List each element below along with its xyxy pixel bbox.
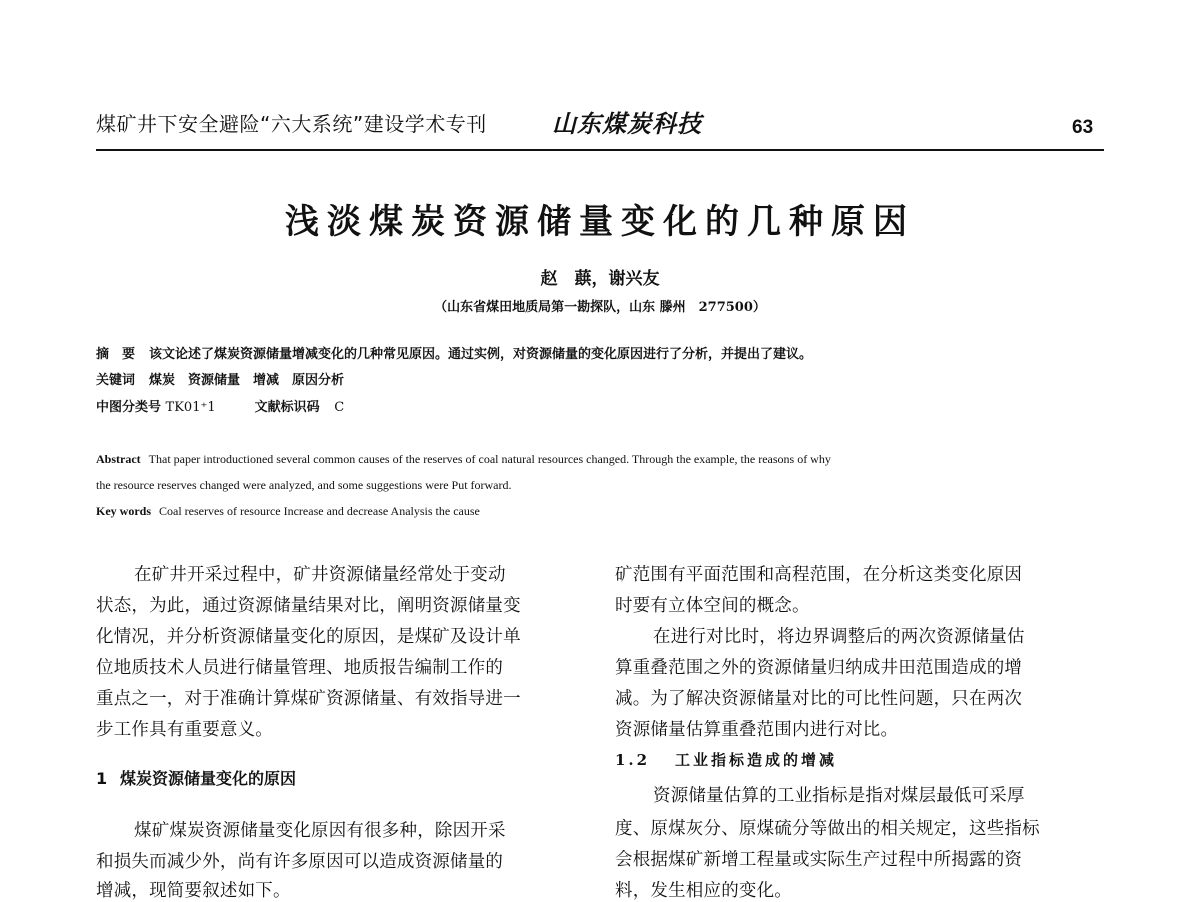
keywords-cn	[96, 369, 344, 388]
article-authors: 赵 蕻，谢兴友	[540, 269, 660, 289]
abstract-text: 该文论述了煤炭资源储量增减变化的几种常见原因。通过实例，对资源储量的变化原因进行了分析，并提出了建议。	[149, 347, 813, 362]
clc-label: 中图分类号	[96, 400, 162, 415]
journal-name: 山东煤炭科技	[552, 109, 702, 138]
right-para3-line: 度、原煤灰分、原煤硫分等做出的相关规定，这些指标	[615, 819, 1040, 839]
header-rule	[96, 149, 1104, 151]
keywords-en-text: Coal reserves of resource Increase and decrease Analysis the cause	[159, 504, 480, 518]
abstract-en-label: Abstract	[96, 452, 141, 466]
right-para2-line: 减。为了解决资源储量对比的可比性问题，只在两次	[615, 689, 1023, 709]
left-para1-line: 位地质技术人员进行储量管理、地质报告编制工作的	[96, 658, 504, 678]
clc-value: TK01⁺1	[165, 400, 216, 415]
keywords-en-label: Key words	[96, 504, 151, 518]
left-para1-line: 化情况，并分析资源储量变化的原因，是煤矿及设计单	[96, 627, 521, 647]
abstract-en-text-2: the resource reserves changed were analyzed, and some suggestions were Put forward.	[96, 478, 512, 492]
page-number: 63	[1072, 117, 1094, 138]
subsection-title: 工业指标造成的增减	[675, 751, 838, 769]
abstract-en-line2	[96, 478, 512, 493]
section-title: 煤炭资源储量变化的原因	[120, 769, 297, 788]
keywords-label: 关键词	[96, 373, 136, 388]
abstract-en-line1	[96, 452, 831, 467]
left-para2-line: 和损失而减少外，尚有许多原因可以造成资源储量的	[96, 852, 504, 872]
abstract-cn	[96, 343, 812, 362]
right-para2-line: 资源储量估算重叠范围内进行对比。	[615, 720, 899, 740]
right-para3-line: 会根据煤矿新增工程量或实际生产过程中所揭露的资	[615, 850, 1023, 870]
right-para2-line: 算重叠范围之外的资源储量归纳成井田范围造成的增	[615, 658, 1023, 678]
doc-code-label: 文献标识码	[254, 400, 320, 415]
left-para2-line: 增减，现简要叙述如下。	[96, 881, 291, 901]
section-number: 1	[96, 769, 108, 788]
left-para1-line: 重点之一，对于准确计算煤矿资源储量、有效指导进一	[96, 689, 521, 709]
right-para3-line: 资源储量估算的工业指标是指对煤层最低可采厚	[653, 786, 1025, 806]
left-para1-line: 状态，为此，通过资源储量结果对比，阐明资源储量变	[96, 596, 521, 616]
classification-row	[96, 396, 344, 415]
right-para1-line: 时要有立体空间的概念。	[615, 596, 810, 616]
abstract-label: 摘 要	[96, 347, 136, 362]
right-para1-line: 矿范围有平面范围和高程范围，在分析这类变化原因	[615, 565, 1023, 585]
section-heading-1-2	[615, 749, 837, 770]
author-affiliation: （山东省煤田地质局第一勘探队，山东 滕州 277500）	[434, 300, 766, 315]
running-header-series: 煤矿井下安全避险“六大系统”建设学术专刊	[96, 112, 487, 136]
keywords-en	[96, 504, 480, 519]
doc-code-value: C	[334, 400, 345, 415]
right-para3-line: 料，发生相应的变化。	[615, 881, 792, 901]
keywords-text: 煤炭 资源储量 增减 原因分析	[149, 373, 345, 388]
abstract-en-text-1: That paper introductioned several common causes of the reserves of coal natural resources changed. Through the example, the reasons of why	[148, 452, 831, 466]
left-para2-line: 煤矿煤炭资源储量变化原因有很多种，除因开采	[134, 821, 506, 841]
section-heading-1	[96, 766, 296, 789]
left-para1-line: 在矿井开采过程中，矿井资源储量经常处于变动	[134, 565, 506, 585]
left-para1-line: 步工作具有重要意义。	[96, 720, 273, 740]
article-title: 浅淡煤炭资源储量变化的几种原因	[285, 202, 915, 242]
subsection-number: 1.2	[615, 751, 651, 769]
right-para2-line: 在进行对比时，将边界调整后的两次资源储量估	[653, 627, 1025, 647]
